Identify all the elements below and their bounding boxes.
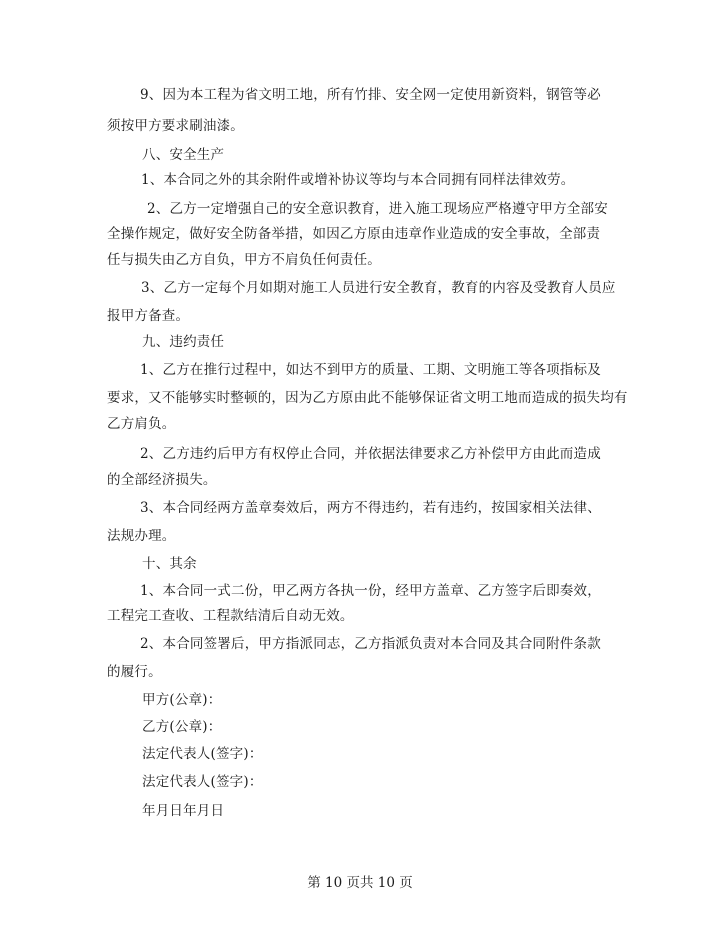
text-line: 报甲方备查。 — [107, 308, 190, 324]
text-line: 工程完工查收、工程款结清后自动无效。 — [107, 608, 354, 624]
signature-party-b: 乙方(公章)： — [142, 719, 222, 735]
text-line: 乙方肩负。 — [107, 416, 176, 432]
text-line: 2、本合同签署后，甲方指派同志，乙方指派负责对本合同及其合同附件条款 — [140, 636, 601, 652]
text-line: 全操作规定，做好安全防备举措，如因乙方原由违章作业造成的安全事故，全部责 — [107, 226, 601, 242]
text-line: 2、乙方违约后甲方有权停止合同，并依据法律要求乙方补偿甲方由此而造成 — [140, 446, 601, 462]
text-line: 9、因为本工程为省文明工地，所有竹排、安全网一定使用新资料，钢管等必 — [140, 87, 601, 103]
text-line: 2、乙方一定增强自己的安全意识教育，进入施工现场应严格遵守甲方全部安 — [147, 201, 608, 217]
text-line: 3、乙方一定每个月如期对施工人员进行安全教育，教育的内容及受教育人员应 — [141, 280, 616, 296]
text-line: 要求，又不能够实时整顿的，因为乙方原由此不能够保证省文明工地而造成的损失均有 — [107, 390, 628, 406]
signature-date: 年月日年月日 — [142, 803, 225, 819]
text-line: 3、本合同经两方盖章奏效后，两方不得违约，若有违约，按国家相关法律、 — [140, 500, 601, 516]
section-heading-misc: 十、其余 — [142, 556, 197, 572]
text-line: 任与损失由乙方自负，甲方不肩负任何责任。 — [107, 252, 381, 268]
signature-party-a: 甲方(公章)： — [142, 692, 222, 708]
text-line: 1、本合同之外的其余附件或增补协议等均与本合同拥有同样法律效劳。 — [141, 172, 575, 188]
text-line: 的履行。 — [107, 664, 162, 680]
signature-legal-rep-b: 法定代表人(签字)： — [142, 774, 263, 790]
text-line: 的全部经济损失。 — [107, 472, 217, 488]
section-heading-breach: 九、违约责任 — [142, 334, 225, 350]
signature-legal-rep-a: 法定代表人(签字)： — [142, 746, 263, 762]
section-heading-safety: 八、安全生产 — [142, 147, 225, 163]
text-line: 法规办理。 — [107, 528, 176, 544]
text-line: 1、乙方在推行过程中，如达不到甲方的质量、工期、文明施工等各项指标及 — [140, 362, 601, 378]
page-number: 第 10 页共 10 页 — [307, 875, 413, 891]
text-line: 须按甲方要求刷油漆。 — [107, 118, 244, 134]
text-line: 1、本合同一式二份，甲乙两方各执一份，经甲方盖章、乙方签字后即奏效， — [140, 583, 601, 599]
